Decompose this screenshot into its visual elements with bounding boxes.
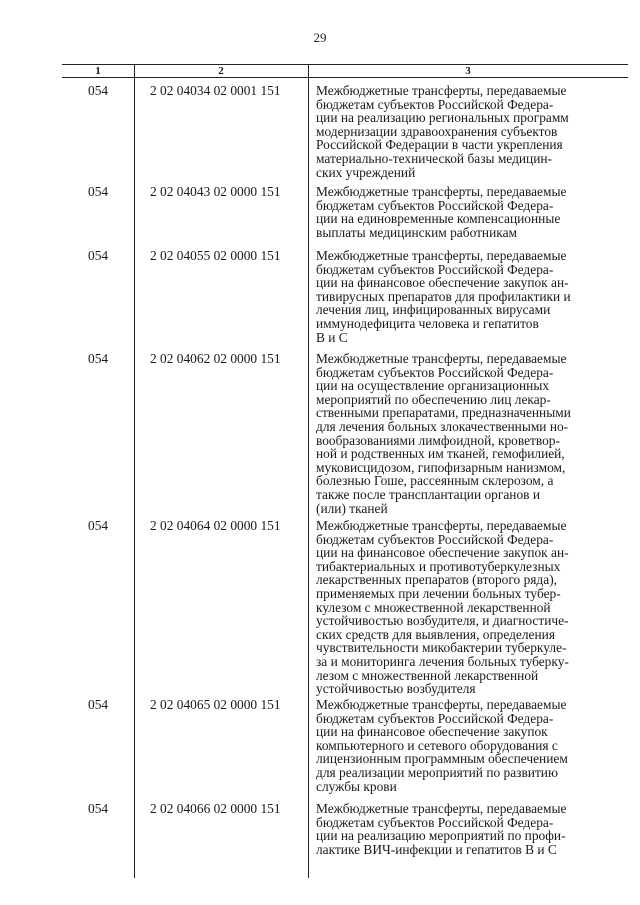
page-number: 29 (313, 30, 327, 45)
table-header-row (62, 65, 628, 77)
text-line: лицензионным программным обеспечением (316, 751, 568, 767)
budget-classification-code: 2 02 04034 02 0001 151 (150, 83, 281, 98)
administrator-code: 054 (88, 518, 109, 533)
text-line: лекарственных препаратов (второго ряда), (316, 572, 557, 588)
budget-code-table (62, 64, 628, 878)
text-line: лечения лиц, инфицированных вирусами (316, 302, 551, 318)
text-line: мероприятий по обеспечению лиц лекар- (316, 391, 551, 407)
text-line: службы крови (316, 778, 397, 794)
revenue-name (316, 185, 628, 239)
budget-classification-code: 2 02 04064 02 0000 151 (150, 518, 281, 533)
text-line: ции на реализацию мероприятий по профи- (316, 828, 566, 844)
text-line: тибактериальных и противотуберкулезных (316, 558, 561, 574)
text-line: также после трансплантации органов и (316, 486, 540, 502)
text-line: ции на реализацию региональных программ (316, 110, 569, 126)
administrator-code: 054 (88, 248, 109, 263)
text-line: Межбюджетные трансферты, передаваемые (316, 248, 567, 263)
budget-classification-code: 2 02 04066 02 0000 151 (150, 801, 281, 816)
text-line: модернизации здравоохранения субъектов (316, 123, 558, 139)
text-line: В и С (316, 329, 348, 345)
text-line: вообразованиями лимфоидной, кроветвор- (316, 432, 560, 448)
text-line: (или) тканей (316, 500, 388, 516)
text-line: бюджетам субъектов Российской Федера- (316, 531, 554, 547)
table-body (62, 78, 628, 878)
text-line: ских средств для выявления, определения (316, 626, 555, 642)
text-line: бюджетам субъектов Российской Федера- (316, 261, 554, 277)
text-line: устойчивостью возбудителя (316, 681, 476, 697)
text-line: материально-технической базы медицин- (316, 150, 553, 166)
text-line: Межбюджетные трансферты, передаваемые (316, 518, 567, 533)
text-line: ственными препаратами, предназначенными (316, 405, 571, 421)
text-line: за и мониторинга лечения больных туберку- (316, 653, 569, 669)
text-line: применяемых при лечении больных тубер- (316, 585, 561, 601)
text-line: бюджетам субъектов Российской Федера- (316, 710, 554, 726)
revenue-name (316, 802, 628, 856)
text-line: муковисцидозом, гипофизарным нанизмом, (316, 459, 566, 475)
text-line: лезом с множественной лекарственной (316, 667, 539, 683)
text-line: ции на осуществление организационных (316, 378, 550, 394)
administrator-code: 054 (88, 697, 109, 712)
header-divider (308, 65, 309, 77)
administrator-code: 054 (88, 801, 109, 816)
text-line: Межбюджетные трансферты, передаваемые (316, 697, 567, 712)
text-line: Межбюджетные трансферты, передаваемые (316, 351, 567, 366)
revenue-name (316, 249, 628, 344)
text-line: компьютерного и сетевого оборудования с (316, 737, 558, 753)
text-line: выплаты медицинским работникам (316, 224, 517, 240)
revenue-name (316, 698, 628, 793)
column-divider (308, 78, 309, 878)
text-line: для лечения больных злокачественными но- (316, 418, 569, 434)
text-line: бюджетам субъектов Российской Федера- (316, 364, 554, 380)
column-header-3: 3 (465, 65, 471, 77)
text-line: бюджетам субъектов Российской Федера- (316, 96, 554, 112)
text-line: чувствительности микобактерии туберкуле- (316, 640, 567, 656)
administrator-code: 054 (88, 351, 109, 366)
budget-classification-code: 2 02 04043 02 0000 151 (150, 184, 281, 199)
text-line: ной и родственных им тканей, гемофилией, (316, 446, 565, 462)
text-line: лактике ВИЧ-инфекции и гепатитов В и С (316, 841, 557, 857)
revenue-name (316, 352, 628, 515)
budget-classification-code: 2 02 04055 02 0000 151 (150, 248, 281, 263)
column-header-1: 1 (95, 65, 101, 77)
column-divider (134, 78, 135, 878)
text-line: Российской Федерации в части укрепления (316, 137, 563, 153)
text-line: Межбюджетные трансферты, передаваемые (316, 184, 567, 199)
text-line: для реализации мероприятий по развитию (316, 764, 558, 780)
text-line: кулезом с множественной лекарственной (316, 599, 551, 615)
administrator-code: 054 (88, 83, 109, 98)
revenue-name (316, 84, 628, 179)
budget-classification-code: 2 02 04062 02 0000 151 (150, 351, 281, 366)
text-line: болезнью Гоше, рассеянным склерозом, а (316, 473, 554, 489)
text-line: иммунодефицита человека и гепатитов (316, 315, 539, 331)
header-divider (134, 65, 135, 77)
text-line: тивирусных препаратов для профилактики и (316, 288, 571, 304)
administrator-code: 054 (88, 184, 109, 199)
text-line: бюджетам субъектов Российской Федера- (316, 197, 554, 213)
text-line: ции на финансовое обеспечение закупок ан- (316, 545, 569, 561)
text-line: Межбюджетные трансферты, передаваемые (316, 83, 567, 98)
text-line: бюджетам субъектов Российской Федера- (316, 814, 554, 830)
text-line: устойчивостью возбудителя, и диагностиче- (316, 613, 569, 629)
text-line: ции на финансовое обеспечение закупок (316, 724, 548, 740)
revenue-name (316, 519, 628, 696)
text-line: ции на единовременные компенсационные (316, 211, 561, 227)
text-line: ции на финансовое обеспечение закупок ан- (316, 275, 569, 291)
text-line: ских учреждений (316, 164, 416, 180)
text-line: Межбюджетные трансферты, передаваемые (316, 801, 567, 816)
column-header-2: 2 (218, 65, 224, 77)
budget-classification-code: 2 02 04065 02 0000 151 (150, 697, 281, 712)
